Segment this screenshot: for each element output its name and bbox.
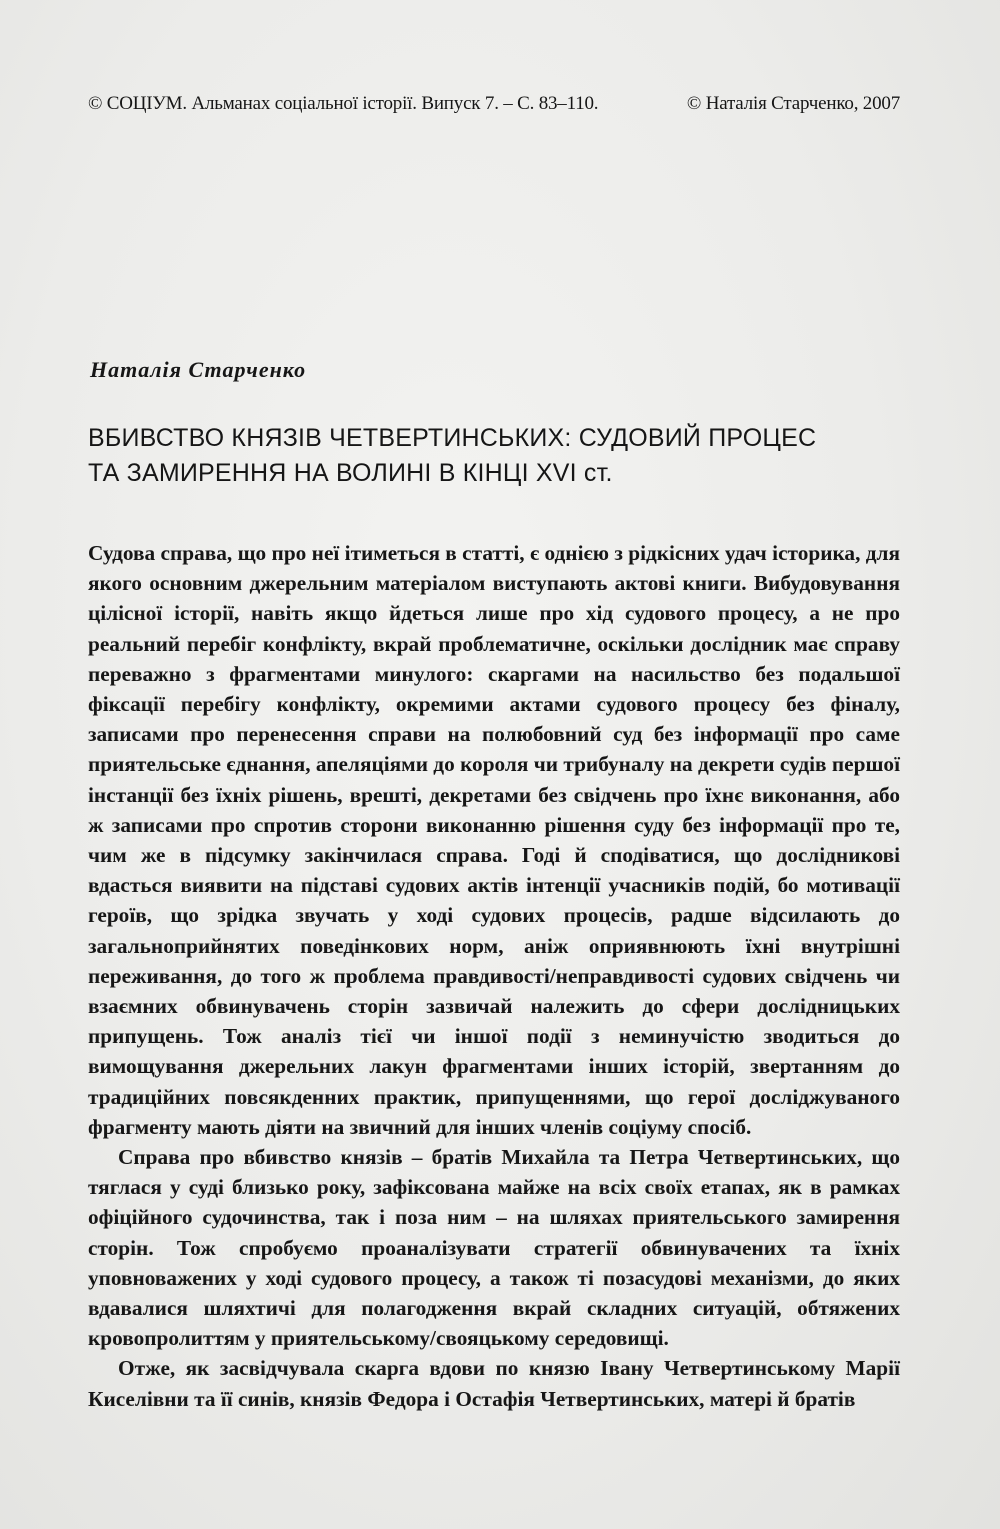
article-body — [88, 538, 900, 1414]
article-author: Наталія Старченко — [90, 357, 307, 382]
bleed-through-text — [100, 170, 900, 196]
body-paragraph-1: Судова справа, що про неї ітиметься в статті, є однією з рідкісних удач історика, для якого основним джерельним матеріалом виступають актові книги. Вибудовування цілісної історії, навіть якщо йдеться лише про хід судового процесу, а не про реальний перебіг конфлікту, вкрай проблематичне, оскільки дослідник має справу переважно з фрагментами минулого: скаргами на насильство без подальшої фіксації перебігу конфлікту, окремими актами судового процесу без фіналу, записами про перенесення справи на полюбовний суд без інформації про саме приятельське єднання, апеляціями до короля чи трибуналу на декрети судів першої інстанції без їхніх рішень, врешті, декретами без свідчень про їхнє виконання, або ж записами про спротив сторони виконанню рішення суду без інформації про те, чим же в підсумку закінчилася справа. Годі й сподіватися, що дослідникові вдасться виявити на підставі судових актів інтенції учасників подій, бо мотивації героїв, що зрідка звучать у ході судових процесів, радше відсилають до загальноприйнятих поведінкових норм, аніж оприявнюють їхні внутрішні переживання, до того ж проблема правдивості/неправдивості судових свідчень чи взаємних обвинувачень сторін зазвичай належить до сфери дослідницьких припущень. Тож аналіз тієї чи іншої події з неминучістю зводиться до вимощування джерельних лакун фрагментами інших історій, звертанням до традиційних повсякденних практик, припущеннями, що герої досліджуваного фрагменту мають діяти на звичний для інших членів соціуму спосіб. — [88, 541, 900, 1139]
bleed-through-paragraph — [100, 170, 900, 196]
article-title — [88, 421, 908, 491]
body-paragraph-3: Отже, як засвідчувала скарга вдови по князю Івану Четвертинському Марії Киселівни та її синів, князів Федора і Остафія Четвертинських, матері й братів — [88, 1356, 900, 1411]
header-copyright: © Наталія Старченко, 2007 — [686, 93, 900, 114]
body-paragraph-2: Справа про вбивство князів – братів Михайла та Петра Четвертинських, що тяглася у суді близько року, зафіксована майже на всіх своїх етапах, як в рамках офіційного судочинства, так і поза ним – на шляхах приятельського замирення сторін. Тож спробуємо проаналізувати стратегії обвинувачених та їхніх уповноважених у ході судового процесу, а також ті позасудові механізми, до яких вдавалися шляхтичі для полагодження вкрай складних ситуацій, обтяжених кровопролиттям у приятельському/свояцькому середовищі. — [88, 1145, 900, 1351]
title-line-1: ВБИВСТВО КНЯЗІВ ЧЕТВЕРТИНСЬКИХ: СУДОВИЙ ПРОЦЕС — [88, 424, 817, 452]
header-citation: © СОЦІУМ. Альманах соціальної історії. Випуск 7. – С. 83–110. — [88, 93, 599, 114]
running-header — [88, 93, 900, 115]
title-line-2: ТА ЗАМИРЕННЯ НА ВОЛИНІ В КІНЦІ XVI ст. — [88, 459, 613, 487]
